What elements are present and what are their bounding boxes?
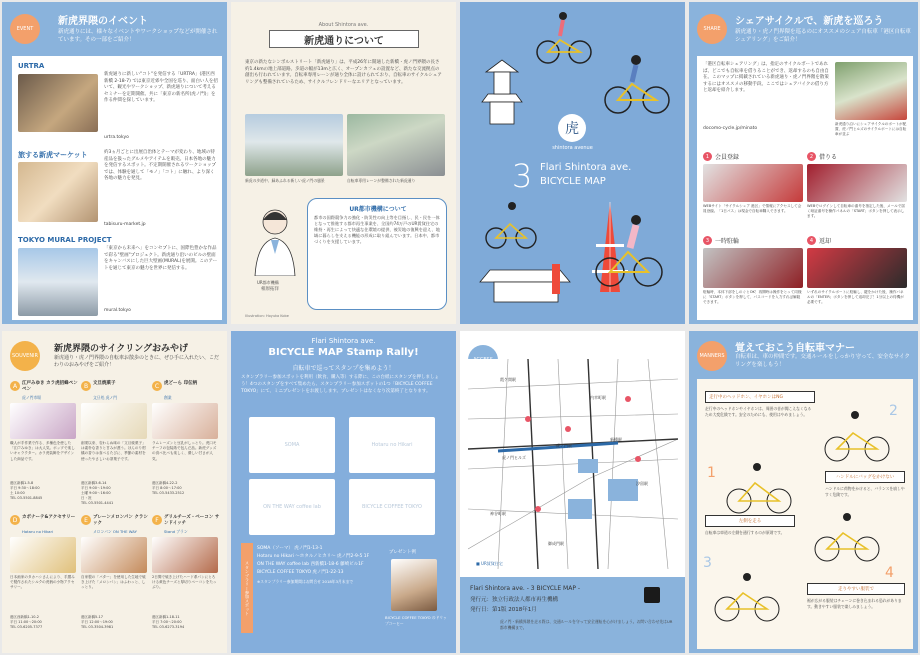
souvenir-item	[152, 515, 220, 645]
step-text: いずれのサイクルポートに駐輪し、鍵をかけた後、操作パネルの「ENTER」ボタンを押して返却完了！1分以上の待機が必要です。	[807, 290, 904, 305]
stamp-slot[interactable]	[249, 479, 335, 535]
map-station: 御成門駅	[548, 541, 564, 546]
rally-panel	[231, 331, 456, 653]
manners-box	[697, 379, 913, 649]
rule-title: 左側を走る	[705, 515, 795, 527]
rule-text: 走行中のヘッドホンやイヤホンは、周囲の音が聞こえなくなるため大変危険です。安全のためにも、使用はやめましょう。	[705, 406, 812, 417]
souvenir-item-info: 港区新橋4-22-2 平日 8:00〜17:00 TEL 03-5433-2512	[152, 481, 185, 496]
event-item-url: mural.tokyo	[104, 308, 131, 313]
souvenir-item-shop: メロンパン ON THE WAY	[93, 529, 137, 534]
souvenir-item-letter: B	[81, 381, 91, 391]
ur-text: 都市の国際競争力の強化・防災性の向上等を目指し、民・民を一体となって推進する都市再生事業を、全国約74万戸のUR賃貸住宅の維持・再生によって快適な住環境の提供、被災地の復興を迎え、地域に暮らしを支える機能の形成に取り組んでいます。日本中、都市づくりを支援しています。	[314, 215, 440, 245]
share-title: シェアサイクルで、新虎を巡ろう	[735, 16, 884, 27]
souvenir-item-name: 江戸みゆき カラ虎招蜂ペンペン	[22, 381, 78, 392]
rule-text: 裾が広がる服装はチェーンに巻き込まれる恐れがあります。動きやすい服装で楽しみましょう。	[807, 598, 902, 609]
souvenir-item-text: ラムレーズンと豆乳がしっとり。虎口モチーフの包装紙で包んだ品。新虎グッズの食べ比べも楽しく、優しい甘さが人気。	[152, 441, 217, 461]
manners-tag: MANNERS	[697, 341, 727, 371]
rule-text: 自転車は車道の左側を通行するのが原則です。	[705, 530, 785, 535]
rule-number: 3	[703, 555, 712, 571]
map-station: 霞ケ関駅	[500, 377, 516, 382]
step-title	[807, 236, 907, 245]
souvenir-grid	[10, 381, 222, 649]
souvenir-item-info: 港区新橋1-18-11 平日 7:00〜20:00 TEL 03-6273-3194	[152, 615, 185, 630]
rally-spot: Hotaru no Hikari ～ホタルノヒカリ～ 虎ノ門2-9-5 1F	[257, 554, 370, 560]
souvenir-item-photo	[10, 403, 76, 439]
event-item-name: TOKYO MURAL PROJECT	[18, 236, 112, 244]
step-number: 3	[703, 236, 712, 245]
manner-rule-1	[705, 391, 815, 417]
about-caption-2: 自転車専用レーンが整備された新虎通り	[347, 178, 416, 183]
souvenir-item-text: 創業以来、変わらぬ味の「文旦焼菓子」は素朴な香りと甘みが漂う。ほんのり柑橘の香りは食べるたびに、季節の素材を使ったやさしいお茶菓子です。	[81, 441, 146, 461]
souvenir-item	[10, 381, 78, 511]
rally-spot: SOMA（ソーマ） 虎ノ門1-13-1	[257, 546, 323, 551]
souvenir-item-photo	[10, 537, 76, 573]
temple-illustration	[482, 60, 522, 124]
souvenir-item-photo	[152, 403, 218, 439]
step-title-text: 一時駐輪	[715, 238, 740, 245]
souvenir-panel	[2, 331, 227, 653]
manner-rule-3	[705, 515, 795, 536]
manners-panel	[689, 331, 918, 653]
stamp-slot-label: BICYCLE COFFEE TOKYO	[361, 504, 422, 510]
souvenir-item-photo	[152, 537, 218, 573]
map-station: 虎ノ門駅	[556, 443, 572, 448]
souvenir-item	[152, 381, 220, 511]
about-banner	[269, 30, 419, 48]
souvenir-item-photo	[81, 537, 147, 573]
souvenir-item-letter: A	[10, 381, 20, 391]
manner-rule-2	[825, 471, 905, 497]
manner-rule-4	[807, 583, 905, 609]
souvenir-item-shop: 創業	[164, 395, 172, 400]
share-desc: 「港区自転車シェアリング」は、指定のサイクルポートであれば、どこでも自転車を借りることができ、返却するのも自由自在。このマップに掲載されている新虎通り・虎ノ門界隈を散策するにはオススメの移動手段。ここではシェアバイクの借り方と返却を紹介します。	[703, 62, 829, 94]
event-item-name: 旅する新虎マーケット	[18, 151, 88, 159]
step-title-text: 返却	[819, 238, 832, 245]
souvenir-item-letter: C	[152, 381, 162, 391]
rally-spot: BICYCLE COFFEE TOKYO 虎ノ門1-22-13	[257, 570, 344, 576]
map-note: 虎ノ門・新橋界隈を走る際は、交通ルールを守って安全運転を心がけましょう。お問い合わせ先はUR都市機構まで。	[500, 619, 673, 630]
stamp-grid	[243, 417, 443, 535]
cover-logo-glyph: 虎	[565, 121, 579, 137]
souvenir-item	[81, 515, 149, 645]
about-small: About Shintora ave.	[318, 22, 369, 28]
cover-title-2: BICYCLE MAP	[540, 176, 606, 187]
stamp-slot[interactable]	[349, 479, 435, 535]
event-item-text: 新虎通りに新しい"コト"を発信する「URTRA」(港区西新橋 2-18-7) では東京近郊や全国を巡り、面白い人を招いて、観光やワークショップ、新虎通りについて考えるセミナーを定期開催。共に「東京の新名所(虎ノ門)」を作る仲間を探しています。	[104, 72, 218, 104]
event-item-mural	[18, 236, 218, 313]
rally-text: スタンプラリー参加スポットを利用（飲食、購入等）する際に、この台紙にスタンプを押しましょう！4つのスタンプをすべて集めたら、スタンプラリー参加スポットの1つ「BICYCLE COFFEE TOKYO」にて、ミニプレゼントをお渡しします。プレゼントはなくなり次第終了となります。	[241, 375, 439, 394]
souvenir-item-name: 文旦焼菓子	[93, 381, 116, 386]
step-number: 2	[807, 152, 816, 161]
step-photo	[807, 164, 907, 202]
rally-spot-list	[257, 545, 377, 586]
souvenir-item-name: カポナーテ&アクセサリー	[22, 515, 76, 520]
map-publisher: 発行元：独立行政法人都市再生機構	[470, 597, 559, 603]
souvenir-item-info: 港区西新橋1-10-2 平日 11:00〜20:00 TEL 03-6205-7377	[10, 615, 43, 630]
about-title: 新虎通りについて	[304, 35, 384, 47]
souvenir-item-name: グリルチーズ・ベーコン サンドイッチ	[164, 515, 220, 526]
souvenir-item-info: 港区新橋5-17 平日 12:00〜19:00 TEL 03-3504-3981	[81, 615, 114, 630]
rally-spots-label-text: スタンプラリー参加スポット	[245, 560, 250, 616]
map-footer-title: Flari Shintora ave. - 3 BICYCLE MAP -	[470, 585, 581, 592]
map-legend: ■ UR賃貸住宅	[476, 561, 503, 566]
event-title: 新虎界隈のイベント	[58, 16, 148, 27]
market-photo	[18, 162, 98, 222]
map-footer	[460, 577, 685, 653]
rally-title: BICYCLE MAP Stamp Rally!	[268, 347, 419, 358]
souvenir-item-letter: D	[10, 515, 20, 525]
about-text: 東京の新たなシンボルストリート「新虎通り」は、平成26年に開通した新橋・虎ノ門界隈の長さ約1.4kmの地上部道路。歩道の幅が13mと広く、オープンカフェの設置など、新たな交流拠点の創出も行われています。自転車専用レーンが通り全体に設けられており、自転車のサイクルシェアリングも整備されているため、サイクルフレンドリーなエリアとなっています。	[245, 60, 442, 85]
event-intro: 新虎通りには、様々なイベントやワークショップなどが開催されています。その一部をご紹介！	[58, 29, 218, 44]
cyclist-right-illustration	[605, 55, 669, 113]
cyclist-top-illustration	[537, 12, 591, 63]
step-photo	[703, 248, 803, 288]
step-title-text: 借りる	[819, 154, 838, 161]
event-box	[12, 56, 222, 320]
person-label: UR都市機構	[257, 280, 279, 285]
souvenir-item-name: 虎どーら 印伝柄	[164, 381, 198, 386]
stamp-slot-label: Hotaru no Hikari	[371, 442, 413, 448]
about-photo-street	[245, 114, 343, 176]
map-station: 神谷町駅	[490, 511, 506, 516]
rule-text: ハンドルに荷物をかけると、バランスを崩しやすく危険です。	[825, 486, 905, 497]
cover-number: 3	[512, 157, 533, 195]
share-step-2	[807, 152, 907, 219]
share-step-3	[703, 236, 803, 305]
map-station: 虎ノ門ヒルズ	[502, 455, 526, 460]
rally-small: Flari Shintora ave.	[311, 337, 376, 345]
event-item-text: 約3ヵ月ごとに出展自治体とテーマが変わり、地域の特産品を扱ったグルメやアイテムを販売。日本各地の魅力を発信するスポット。不定期開催されるワークショップでは、体験を通して「モノ」「コト」に触れ、より深く各地の魅力を発見。	[104, 150, 217, 182]
event-item-name: URTRA	[18, 62, 45, 70]
event-item-market	[18, 150, 218, 227]
event-item-url: urtra.tokyo	[104, 135, 129, 140]
rally-period: ※スタンプラリー参加期間はお問合せ 2018年3月末まで	[257, 579, 354, 585]
souvenir-item-info: 港区新橋1-5-8 平日 9:30〜18:00 土 10:00 TEL 03-5501-8845	[10, 481, 43, 501]
step-number: 1	[703, 152, 712, 161]
share-photo	[835, 62, 907, 120]
souvenir-tag: SOUVENIR	[10, 341, 40, 371]
souvenir-item-letter: F	[152, 515, 162, 525]
present-caption: BICYCLE COFFEE TOKYO のドリップコーヒー	[385, 615, 447, 626]
urtra-photo	[18, 74, 98, 132]
share-step-1	[703, 152, 803, 214]
person-name: 相原拓洋	[261, 287, 279, 292]
share-step-4	[807, 236, 907, 305]
souvenir-item	[10, 515, 78, 645]
step-text: WEBでログインして自転車の番号を指定した後、メールで届く暗証番号を操作パネルの「START」ボタンを押して表示します。	[807, 204, 905, 219]
step-text: WEBサイト「サイクルシェア 港区」で情報にアクセスして会員登録。「1日パス」は現金で自転車購入できます。	[703, 204, 802, 214]
step-title	[807, 152, 907, 161]
present-photo	[391, 559, 437, 611]
about-caption-1: 新虎の歩道中、緑あふれる新しい虎ノ門の風景	[245, 178, 325, 183]
share-tag: SHARE	[697, 14, 727, 44]
about-photo-lane	[347, 114, 445, 176]
souvenir-item-text: 2日間で焼き上げたハード系パンにとろける黄色チーズと厚切りベーコンをたっぷり。	[152, 575, 217, 590]
present-label: プレゼント例	[389, 550, 416, 555]
stamp-slot[interactable]	[249, 417, 335, 473]
souvenir-item-letter: E	[81, 515, 91, 525]
step-number: 4	[807, 236, 816, 245]
souvenir-item-shop: Stand ブラン	[164, 529, 188, 534]
cyclist-left-illustration	[486, 202, 536, 248]
souvenir-item-name: ブレーンメロンパン クラシック	[93, 515, 148, 526]
map-station: 新橋駅	[610, 437, 622, 442]
souvenir-intro: 新虎通り・虎ノ門界隈の自転車お散歩のときに、ぜひ手に入れたい、こだわりのおみやげをご紹介！	[54, 355, 220, 369]
share-photo-caption: 新虎通り沿いにシェアサイクルのポートが配置、虎ノ門ヒルズのサイクルポートには自転車が並ぶ	[835, 122, 907, 137]
map-station: 汐留駅	[636, 481, 648, 486]
map-station: 内幸町駅	[590, 395, 606, 400]
event-tag: EVENT	[10, 14, 40, 44]
map-illustration[interactable]	[468, 359, 678, 569]
event-item-url: tabisuru-market.jp	[104, 222, 146, 227]
rule-number: 1	[707, 465, 716, 481]
rally-spot: ON THE WAY coffee lab 西新橋1-18-6 藤崎ビル1F	[257, 562, 364, 568]
map-date: 発行日：第1版 2018年1月	[470, 607, 537, 613]
about-illustration-credit: Illustration: Hoyuka Kobe	[245, 314, 289, 318]
cover-logo	[558, 114, 586, 142]
person-illustration	[247, 202, 303, 276]
rule-title: ハンドルにバッグをかけない	[825, 471, 905, 483]
rule-title: 走行中のヘッドホン、イヤホンはNG	[705, 391, 815, 403]
stamp-slot[interactable]	[349, 417, 435, 473]
about-panel	[231, 2, 456, 324]
event-item-text: 「東京から未来へ」をコンセプトに、国際色豊かな作品で彩る"壁画"プロジェクト。新虎通り沿いのビルの壁面をキャンバスにした巨大壁画(MURAL)を展開。このアートを通じて東京の魅力を世界に発信する。	[104, 246, 218, 271]
event-panel	[2, 2, 227, 324]
event-item-urtra	[18, 62, 218, 140]
step-title	[703, 152, 803, 161]
step-title	[703, 236, 803, 245]
share-panel	[689, 2, 918, 324]
souvenir-item-photo	[81, 403, 147, 439]
cover-logo-sub: shintora avenue	[552, 145, 593, 151]
stamp-slot-label: ON THE WAY coffee lab	[263, 504, 321, 510]
souvenir-item-text: 自家製の「バター」を使用した生地で焼き上げた「メロンパン」はふわっと、しっとり。	[81, 575, 146, 590]
souvenir-item	[81, 381, 149, 511]
souvenir-item-text: 日本画家のタカハシさんにより、手摺みで製作されたシルクの虎柄の小物アクセサリー。	[10, 575, 75, 590]
manners-intro: 自転車は、車の仲間です。交通ルールをしっかり守って、安全なサイクリングを楽しもう！	[735, 354, 910, 369]
rally-sub: 自転車で巡ってスタンプを集めよう！	[292, 365, 395, 372]
rule-number: 4	[885, 565, 894, 581]
souvenir-item-shop: 虎ノ門市場	[22, 395, 41, 400]
souvenir-item-info: 港区新橋3-6-14 平日 9:00〜19:00 土曜 9:00〜16:00 日・祝 TEL 03-5501-4441	[81, 481, 114, 506]
souvenir-item-text: 職人が手作業で作る、多種色を使した「江戸みゆき」は大人気。ポップで楽しいキャラクター。カラ虎装飾をデザインした商品です。	[10, 441, 75, 461]
rule-title: 走りやすい服装で	[807, 583, 905, 595]
map-panel	[460, 331, 685, 653]
souvenir-title: 新虎界隈のサイクリングおみやげ	[54, 344, 189, 354]
rally-spots-label	[241, 543, 253, 633]
step-photo	[703, 164, 803, 202]
mural-photo	[18, 248, 98, 316]
stamp-slot-label: SOMA	[284, 442, 300, 448]
ur-title: UR都市機構について	[349, 206, 407, 213]
souvenir-item-shop: 文旦処 虎ノ門	[93, 395, 117, 400]
share-intro: 新虎通り・虎ノ門界隈を巡るのにオススメのシェア自転車「港区自転車シェアリング」をご紹介！	[735, 29, 911, 44]
step-text: 駐輪時、本体下部をしのぐとOK！再開時は操作をとって同様に「START」ボタンを押して、パスコードを入力すれば解錠できます。	[703, 290, 802, 305]
manners-title: 覚えておこう自転車マナー	[735, 343, 855, 354]
step-title-text: 会員登録	[715, 154, 740, 161]
step-photo	[807, 248, 907, 288]
souvenir-item-shop: Hotaru no Hikari	[22, 529, 54, 534]
shrine-illustration	[480, 264, 570, 302]
cover-title-1: Flari Shintora ave.	[540, 162, 632, 173]
rule-number: 2	[889, 403, 898, 419]
share-box	[697, 56, 913, 320]
ur-logo	[644, 587, 660, 603]
cover-panel	[460, 2, 685, 324]
ur-box	[307, 198, 447, 310]
share-url: docomo-cycle.jp/minato	[703, 126, 758, 131]
